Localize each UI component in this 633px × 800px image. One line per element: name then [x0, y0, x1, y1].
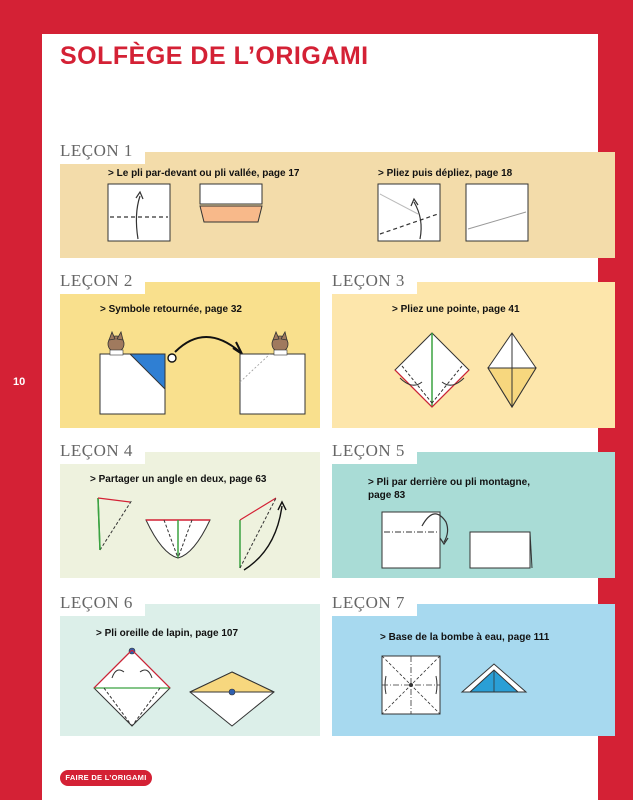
lesson-5	[332, 438, 615, 578]
rabbit-ear-diagram	[92, 648, 312, 728]
lesson-3-label: LEÇON 3	[332, 271, 405, 290]
footer-section-badge: FAIRE DE L’ORIGAMI	[60, 770, 152, 786]
lesson-1-tab	[60, 138, 145, 164]
lesson-1-caption-fold-unfold: > Pliez puis dépliez, page 18	[378, 168, 513, 179]
mountain-fold-diagram	[382, 512, 542, 572]
lesson-6-tab	[60, 590, 145, 616]
page-title: SOLFÈGE DE L’ORIGAMI	[60, 42, 369, 70]
lesson-5-label: LEÇON 5	[332, 441, 405, 460]
water-bomb-base-diagram	[382, 656, 562, 721]
lesson-2-caption: > Symbole retournée, page 32	[100, 304, 242, 315]
fold-unfold-diagram	[378, 184, 548, 244]
lesson-3	[332, 268, 615, 428]
lesson-2-tab	[60, 268, 145, 294]
lesson-4	[60, 438, 320, 578]
turn-over-diagram	[100, 330, 310, 415]
lesson-5-caption: > Pli par derrière ou pli montagne, page 83	[368, 477, 530, 501]
lesson-3-caption: > Pliez une pointe, page 41	[392, 304, 520, 315]
lesson-1-label: LEÇON 1	[60, 141, 133, 160]
lesson-7-caption: > Base de la bombe à eau, page 111	[380, 632, 550, 643]
valley-fold-diagram	[108, 184, 278, 244]
lesson-4-caption: > Partager un angle en deux, page 63	[90, 474, 267, 485]
lesson-7	[332, 590, 615, 736]
lesson-7-label: LEÇON 7	[332, 593, 405, 612]
lesson-5-tab	[332, 438, 417, 464]
lesson-3-tab	[332, 268, 417, 294]
lesson-4-tab	[60, 438, 145, 464]
fold-point-diagram	[392, 330, 572, 410]
lesson-4-label: LEÇON 4	[60, 441, 133, 460]
lesson-6-label: LEÇON 6	[60, 593, 133, 612]
lesson-1-caption-valley-fold: > Le pli par-devant ou pli vallée, page 17	[108, 168, 300, 179]
lesson-2-label: LEÇON 2	[60, 271, 133, 290]
lesson-1	[60, 138, 615, 258]
page-number: 10	[13, 376, 26, 388]
lesson-6-caption: > Pli oreille de lapin, page 107	[96, 628, 239, 639]
lesson-6	[60, 590, 320, 736]
angle-bisector-diagram	[90, 490, 315, 572]
lesson-7-tab	[332, 590, 417, 616]
lesson-2	[60, 268, 320, 428]
